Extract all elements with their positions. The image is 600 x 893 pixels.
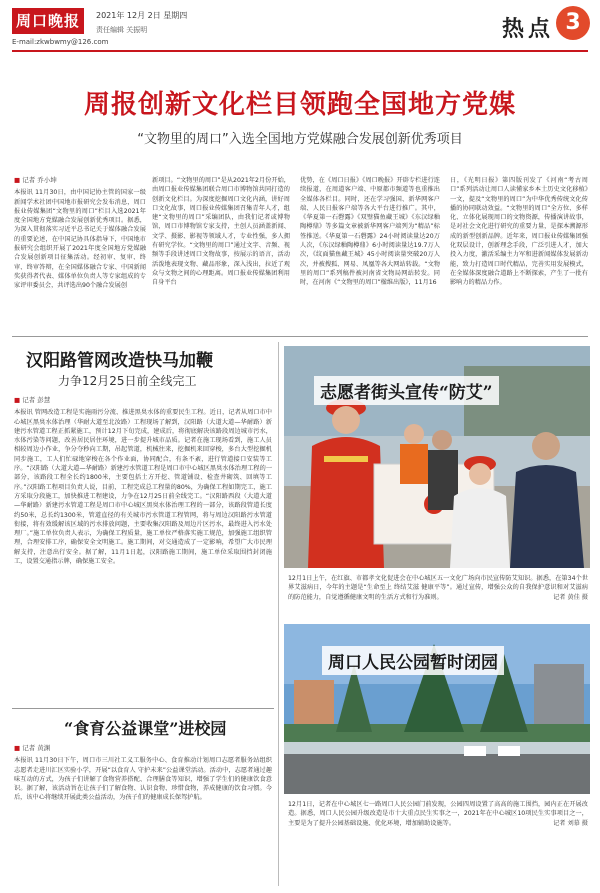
park-credit: 记者 刘慕 摄 bbox=[553, 819, 588, 827]
main-text-col-2: 新项目。“文物里的周口”是从2021年2月份开始，由周口报业传媒集团联合周口市博物馆共同打造的创新文化栏目。为深度挖掘周口文化内涵，讲好周口文化故事，周口报业传媒集团召集青年人才，组建“文物里的周口”采编团队，由我们记者或博物馆，周口市博物馆专家支持，主创人员涵盖新闻、文学、摄影、影视等领域人才，专业性强，多人拥有研究学位。“文物里的周口”通过文字、音频、视频等手段讲述周口文物故事，按展示的语言，活动活泼地表现文物、藏品形象，深入浅出，拉近了观众与文物之间的心理距离。周口报业传媒集团利用自身平台 bbox=[152, 177, 290, 287]
issue-date: 2021年 12月 2日 星期四 bbox=[96, 11, 188, 20]
food-article-title: “食育公益课堂”进校园 bbox=[64, 719, 227, 738]
page-number-badge: 3 bbox=[556, 6, 590, 40]
newspaper-logo: 周口晚报 bbox=[12, 8, 84, 34]
main-article-col-2 bbox=[152, 176, 290, 326]
road-byline: ■ 记者 彭慧 bbox=[14, 396, 272, 405]
road-article-body bbox=[14, 396, 272, 702]
editor-credit: 责任编辑 关振明 bbox=[96, 26, 148, 34]
contact-email: E-mail:zkwbwmy@126.com bbox=[12, 38, 109, 46]
food-text: 本报讯 11月30日下午，周口市三川社工义工服务中心、食育推动计划周口志愿者服务站组织志愿者走进川汇区实验小学，开展“以食育人 守护未来”公益课堂活动。活动中，志愿者通过趣味互动的方式，为孩子们讲解了食物营养搭配、合理膳食等知识，增强了学生们的健康饮食意识。据了解，该活动旨在让孩子们了解食物、认识食物、珍惜食物，养成健康的饮食习惯。今后，该中心将继续开展此类公益活动，为孩子们的健康成长保驾护航。 bbox=[14, 757, 272, 802]
volunteer-photo-title: 志愿者街头宣传“防艾” bbox=[314, 376, 499, 405]
volunteer-credit: 记者 黄佳 摄 bbox=[553, 593, 588, 601]
main-text-col-3: 优势，在《周口日报》《周口晚报》开辟专栏进行连续报道，在周道客户端、中原都市频道等也重推出全媒体各栏目。同时，还在学习强国、新华网客户端、人民日报客户端等各大平台进行推广。其中，《华夏第一石磬露》《双璧猫鱼藏王城》《东汉绿釉陶樽鼎》等多篇文章被新华网客户端列为“精品”标签推送。《华夏第一石磬露》24小时阅读量达20万人次，《东汉绿釉陶樽鼎》6小时阅读量达19.7万人次，《纹面猫鱼藏王城》45小时阅读量突破20万人次，并被搜狐、网易、凤凰等各大网站转载。“文物里的周口”系列稿件被河南省文物局网站转发。同时，在河南《“文物里的周口”楹维出版》，11月16 bbox=[300, 177, 440, 287]
park-photo-title: 周口人民公园暂时闭园 bbox=[322, 646, 504, 675]
road-text: 本报讯 管网改造工程是实施雨污分流、推进黑臭水体的重要民生工程。近日，记者从周口市中心城区黑臭水体治理（华耐大道至北汝路）工程现场了解到，汉阳路（大道大道—华耐路）新建污水管道工程正抓紧施工，预计12月下旬完成，建成后，将彻底解决该路段周边城市污水，水体污染等问题，改善居民居住环境，进一步提升城市品质。记者在施工现场看到，施工人员相较周边小作业，争分夺秒向工期，吊起管道，机械往来，挖掘机来回穿梭，多台大型挖掘机同步施工，工人们忙碌地穿梭在各个作业面，协同配合，有条不紊，进行管道接口安装等工序。“汉阳路（大道大道—华耐路）新建污水管道工程是周口市中心城区黑臭水体治理工程的一部分，该路段工程全长约1800米，主要包括土方开挖、管道铺设、检查井砌筑、回填等工序。”汉阳路工程项目负责人说，目前，工程完成总工程量的80%，为确保工程如期完工，施工方采取分段施工，加快推进工程建设，力争在12月25日前全线完工。“汉阳路西段（大道大道—华耐路）新建污水管道工程是周口市中心城区黑臭水体治理工程的一部分，该路段管道长度约50米，总长约1300米，管道直径的有关城市污水管道工程管网，将与周边汉阳路污水管道衔接，将有效缓解该区域的污水排放问题，主要收集汉阳路及周边片区污水，最终进入污水处理厂。”施工单位负责人表示，为确保工程质量，施工单位严格落实施工规范，加强施工组织管理，合理安排工序，确保安全文明施工。施工期间，对交通造成了一定影响，希望广大市民理解支持，注意出行安全。据了解，11月1日起，汉阳路施工期间，施工单位采取围挡封闭施工，设置交通指示牌，确保施工安全。 bbox=[14, 409, 272, 566]
volunteer-caption bbox=[288, 574, 588, 616]
main-article-col-4 bbox=[450, 176, 588, 326]
main-headline: 周报创新文化栏目领跑全国地方党媒 bbox=[83, 90, 516, 120]
volunteer-caption-text: 12月1日上午，在红旗、市都孝文化促进会在中心城区五一文化广场向市民宣传防艾知识。据悉，在第34个世界艾滋病日，今年的主题是“生命至上 终结艾滋 健康平等”。通过宣传，增强公众的自我保护意识和对艾滋病的防范能力，自觉遵循健康文明的生活方式和行为准则。 bbox=[288, 575, 588, 601]
main-byline: ■ 记者 乔小坤 bbox=[14, 176, 146, 185]
left-divider-bottom bbox=[12, 708, 274, 709]
road-article-subtitle: 力争12月25日前全线完工 bbox=[58, 374, 197, 388]
main-text-col-1: 本报讯 11月30日，由中国记协主管的国家一级新闻学术社团中国地市报研究会发布消息，周口报业传媒集团“文物里的周口”栏目入选2021年度全国地方党媒融合发展创新优秀项目。据悉，为深入贯彻落实习近平总书记关于媒体融合发展的重要论述，在中国记协具体指导下，中国地市报研究会组织开展了2021年度全国地方党媒融合发展创新项目征集活动。经初审、复审、终审、终审答辩，在全国媒体融合专家、中国新闻奖获得者代表、媒体单位负责人等专家组成的专家评审委员会，共评选出90个融合发展创 bbox=[14, 189, 146, 290]
section-divider-top bbox=[12, 336, 588, 337]
food-article-body bbox=[14, 744, 272, 886]
main-subhead: “文物里的周口”入选全国地方党媒融合发展创新优秀项目 bbox=[137, 132, 463, 147]
main-article-col-3 bbox=[300, 176, 440, 326]
section-title: 热点 bbox=[501, 16, 554, 42]
park-caption-text: 12月1日，记者在中心城区七一路周口人民公园门前发现，公园四周设置了高高的施工围挡，园内正在开展改造。据悉，周口人民公园升级改造是市十大重点民生实事之一，2021年在中心城区10项民生实事项目之一，主要是为了提升公园基础设施、优化环境，增加辅助设施等。 bbox=[288, 801, 588, 827]
main-article-col-1 bbox=[14, 176, 146, 326]
masthead bbox=[0, 0, 600, 64]
column-divider bbox=[278, 342, 279, 886]
road-article-title: 汉阳路管网改造快马加鞭 bbox=[26, 351, 213, 371]
masthead-divider bbox=[12, 50, 588, 52]
main-text-col-4: 日，《光明日报》第四版刊发了《河南“考古周口”系列活动让周口人读懂家乡本土历史文化移植》一文，提及“文物里的周口”为中华优秀传统文化传播的协同联动效益。“文物里的周口”全方位、多样化、立体化展现周口的文物资源，传播演讲故事，是对社会文化进行研究的重要力量，是探本溯源形成的新型创新品牌。近年来，周口报业传媒集团强化双层设计，创新理念手段，广泛引进人才，加大投入力度，激活采编主力军和进新闻媒体发展新动能，致力打造周口时代精品，完善实用发展模式，在全媒体深度融合道路上不断探索，产生了一批有影响力的精品力作。 bbox=[450, 177, 588, 287]
food-byline: ■ 记者 黄渊 bbox=[14, 744, 272, 753]
park-caption bbox=[288, 800, 588, 850]
